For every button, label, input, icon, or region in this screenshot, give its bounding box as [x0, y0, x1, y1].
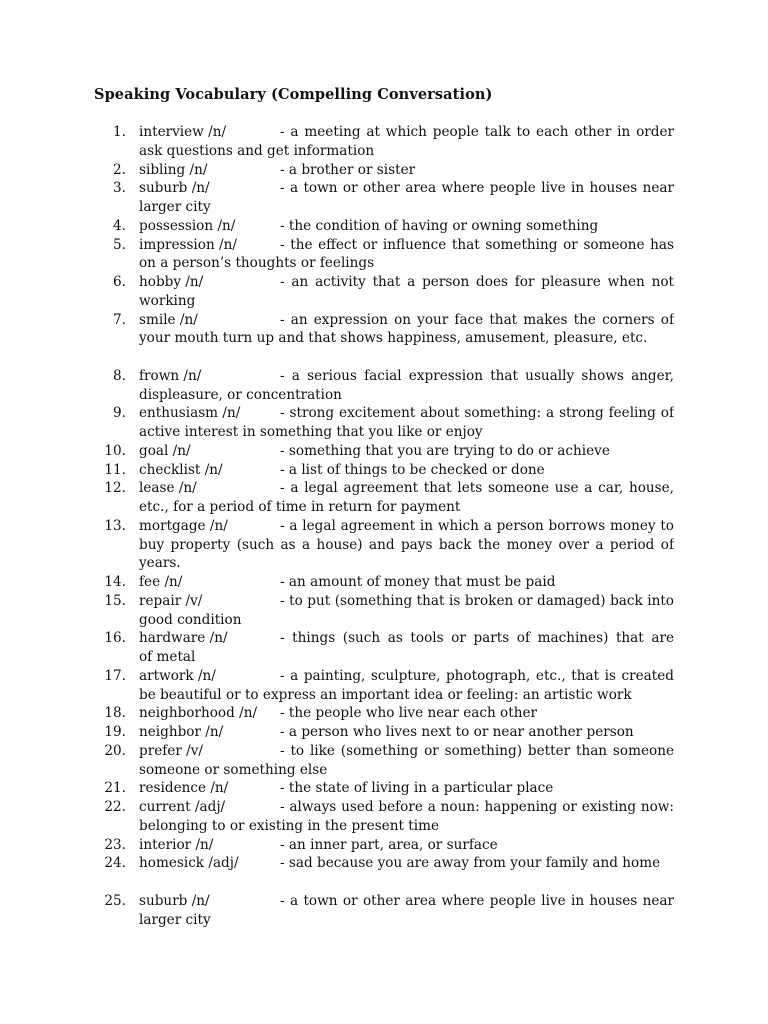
entry-term: frown /n/ [139, 367, 202, 384]
entry-line [0, 892, 768, 911]
entry-term: hardware /n/ [139, 630, 228, 647]
entry-line [0, 423, 768, 442]
entry-number: 9. [113, 405, 126, 422]
entry-definition-continued: larger city [139, 199, 211, 215]
entry-number: 8. [113, 367, 126, 384]
entry-number: 15. [104, 592, 126, 609]
entry-line [0, 686, 768, 705]
entry-line [0, 367, 768, 386]
entry-line [0, 386, 768, 405]
vocab-entry [0, 311, 768, 367]
entry-line [0, 517, 768, 536]
entry-term: homesick /adj/ [139, 855, 239, 872]
entry-term: mortgage /n/ [139, 517, 228, 534]
entry-definition-continued: larger city [139, 911, 211, 928]
entry-number: 10. [104, 442, 126, 459]
entry-line [0, 273, 768, 292]
entry-line [0, 198, 768, 217]
entry-number: 17. [104, 667, 126, 684]
entry-term: enthusiasm /n/ [139, 405, 241, 422]
entry-line [0, 629, 768, 648]
entry-line [0, 704, 768, 723]
entry-term: current /adj/ [139, 799, 226, 815]
entry-line [0, 798, 768, 817]
vocab-entry [0, 573, 768, 592]
entry-line [0, 236, 768, 255]
entry-number: 19. [104, 724, 126, 740]
entry-definition: - an activity that a person does for pleasure when not [280, 274, 674, 290]
entry-line [0, 292, 768, 311]
entry-number: 11. [104, 461, 126, 478]
entry-definition-continued: buy property (such as a house) and pays back the money over a period of [139, 536, 674, 553]
vocab-entry [0, 836, 768, 855]
entry-number: 7. [113, 311, 126, 328]
vocab-entry [0, 217, 768, 236]
entry-term: goal /n/ [139, 442, 191, 459]
entry-term: residence /n/ [139, 780, 229, 797]
vocab-entry [0, 667, 768, 705]
entry-line [0, 479, 768, 498]
entry-number: 6. [113, 274, 126, 290]
entry-definition-continued: of metal [139, 649, 196, 665]
entry-line [0, 761, 768, 780]
entry-line [0, 611, 768, 630]
entry-definition-continued: good condition [139, 611, 242, 628]
entry-term: sibling /n/ [139, 161, 208, 178]
entry-definition: - a town or other area where people live in houses near [280, 892, 674, 909]
entry-definition: - the condition of having or owning something [280, 217, 599, 234]
entry-line [0, 161, 768, 180]
entry-definition: - a list of things to be checked or done [280, 461, 545, 478]
entry-number: 16. [104, 630, 126, 647]
entry-number: 1. [113, 124, 126, 140]
entry-line [0, 217, 768, 236]
vocab-entry [0, 123, 768, 161]
vocab-entry [0, 723, 768, 742]
entry-definition: - things (such as tools or parts of machines) that are [280, 630, 674, 647]
entry-definition: - strong excitement about something: a strong feeling of [280, 405, 674, 422]
entry-term: suburb /n/ [139, 892, 210, 909]
vocab-entry [0, 367, 768, 405]
document-title: Speaking Vocabulary (Compelling Conversation) [94, 86, 493, 103]
vocab-entry [0, 629, 768, 667]
vocab-entry [0, 704, 768, 723]
entry-term: prefer /v/ [139, 742, 203, 759]
entry-term: neighborhood /n/ [139, 705, 258, 722]
entry-definition: - an amount of money that must be paid [280, 574, 556, 590]
vocab-entry [0, 779, 768, 798]
entry-definition-continued: active interest in something that you like or enjoy [139, 424, 483, 440]
entry-line [0, 404, 768, 423]
entry-definition: - a person who lives next to or near another person [280, 724, 634, 740]
entry-number: 25. [104, 892, 126, 909]
entry-line [0, 779, 768, 798]
entry-term: hobby /n/ [139, 274, 204, 290]
entry-number: 20. [104, 742, 126, 759]
blank-line [0, 348, 768, 367]
entry-term: lease /n/ [139, 480, 197, 497]
entry-term: artwork /n/ [139, 667, 216, 684]
entry-line [0, 254, 768, 273]
entry-definition: - the people who live near each other [280, 705, 537, 722]
entry-term: impression /n/ [139, 236, 237, 253]
entry-number: 24. [104, 855, 126, 872]
entry-number: 5. [113, 236, 126, 253]
entry-term: checklist /n/ [139, 461, 223, 478]
entry-line [0, 854, 768, 873]
entry-number: 21. [104, 780, 126, 797]
vocab-entry [0, 517, 768, 573]
entry-definition-continued: ask questions and get information [139, 142, 375, 159]
vocab-entry [0, 892, 768, 930]
entry-number: 4. [113, 217, 126, 234]
entry-definition: - to put (something that is broken or damaged) back into [280, 592, 674, 609]
entry-definition: - a town or other area where people live in houses near [280, 180, 674, 197]
entry-term: interview /n/ [139, 124, 227, 140]
vocabulary-list [0, 123, 768, 929]
entry-definition: - sad because you are away from your family and home [280, 855, 661, 872]
entry-definition-continued: displeasure, or concentration [139, 386, 342, 403]
entry-line [0, 836, 768, 855]
vocab-entry [0, 854, 768, 892]
vocab-entry [0, 161, 768, 180]
entry-line [0, 179, 768, 198]
entry-number: 2. [113, 161, 126, 178]
entry-line [0, 648, 768, 667]
entry-term: suburb /n/ [139, 180, 210, 197]
entry-definition: - something that you are trying to do or achieve [280, 442, 610, 459]
entry-line [0, 311, 768, 330]
entry-term: repair /v/ [139, 592, 203, 609]
entry-definition-continued: be beautiful or to express an important idea or feeling: an artistic work [139, 686, 632, 703]
entry-definition-continued: on a person’s thoughts or feelings [139, 255, 375, 272]
blank-line [0, 873, 768, 892]
entry-number: 12. [104, 480, 126, 497]
entry-definition: - an expression on your face that makes the corners of [280, 311, 674, 328]
entry-line [0, 817, 768, 836]
entry-number: 13. [104, 517, 126, 534]
entry-definition-continued: working [139, 292, 196, 309]
entry-term: fee /n/ [139, 574, 183, 590]
entry-definition: - a painting, sculpture, photograph, etc., that is created [280, 667, 674, 684]
entry-definition: - the state of living in a particular place [280, 780, 554, 797]
entry-number: 22. [104, 799, 126, 815]
entry-definition-continued: your mouth turn up and that shows happiness, amusement, pleasure, etc. [139, 330, 648, 347]
entry-definition: - to like (something or something) better than someone [280, 742, 674, 759]
entry-line [0, 667, 768, 686]
entry-number: 14. [104, 574, 126, 590]
entry-line [0, 723, 768, 742]
entry-definition-continued: years. [139, 555, 181, 572]
entry-line [0, 554, 768, 573]
entry-line [0, 742, 768, 761]
vocab-entry [0, 461, 768, 480]
entry-line [0, 142, 768, 161]
vocab-entry [0, 592, 768, 630]
entry-definition-continued: belonging to or existing in the present time [139, 817, 440, 834]
vocab-entry [0, 442, 768, 461]
entry-definition: - a legal agreement that lets someone use a car, house, [280, 480, 674, 497]
entry-line [0, 573, 768, 592]
vocab-entry [0, 179, 768, 217]
vocab-entry [0, 236, 768, 274]
entry-definition-continued: etc., for a period of time in return for payment [139, 499, 461, 515]
entry-term: possession /n/ [139, 217, 236, 234]
vocab-entry [0, 798, 768, 836]
entry-line [0, 536, 768, 555]
entry-term: interior /n/ [139, 836, 214, 853]
entry-line [0, 461, 768, 480]
entry-definition: - a brother or sister [280, 161, 416, 178]
entry-number: 23. [104, 836, 126, 853]
entry-definition-continued: someone or something else [139, 761, 328, 778]
entry-line [0, 498, 768, 517]
vocab-entry [0, 742, 768, 780]
entry-term: smile /n/ [139, 311, 198, 328]
entry-line [0, 123, 768, 142]
vocab-entry [0, 479, 768, 517]
vocab-entry [0, 273, 768, 311]
entry-definition: - always used before a noun: happening or existing now: [280, 799, 674, 815]
entry-number: 3. [113, 180, 126, 197]
entry-number: 18. [104, 705, 126, 722]
entry-line [0, 442, 768, 461]
entry-line [0, 911, 768, 930]
entry-line [0, 329, 768, 348]
entry-definition: - a serious facial expression that usually shows anger, [280, 367, 674, 384]
entry-line [0, 592, 768, 611]
entry-definition: - a legal agreement in which a person borrows money to [280, 517, 674, 534]
entry-definition: - a meeting at which people talk to each other in order [280, 124, 674, 140]
entry-definition: - the effect or influence that something or someone has [280, 236, 674, 253]
entry-term: neighbor /n/ [139, 724, 224, 740]
vocab-entry [0, 404, 768, 442]
entry-definition: - an inner part, area, or surface [280, 836, 498, 853]
